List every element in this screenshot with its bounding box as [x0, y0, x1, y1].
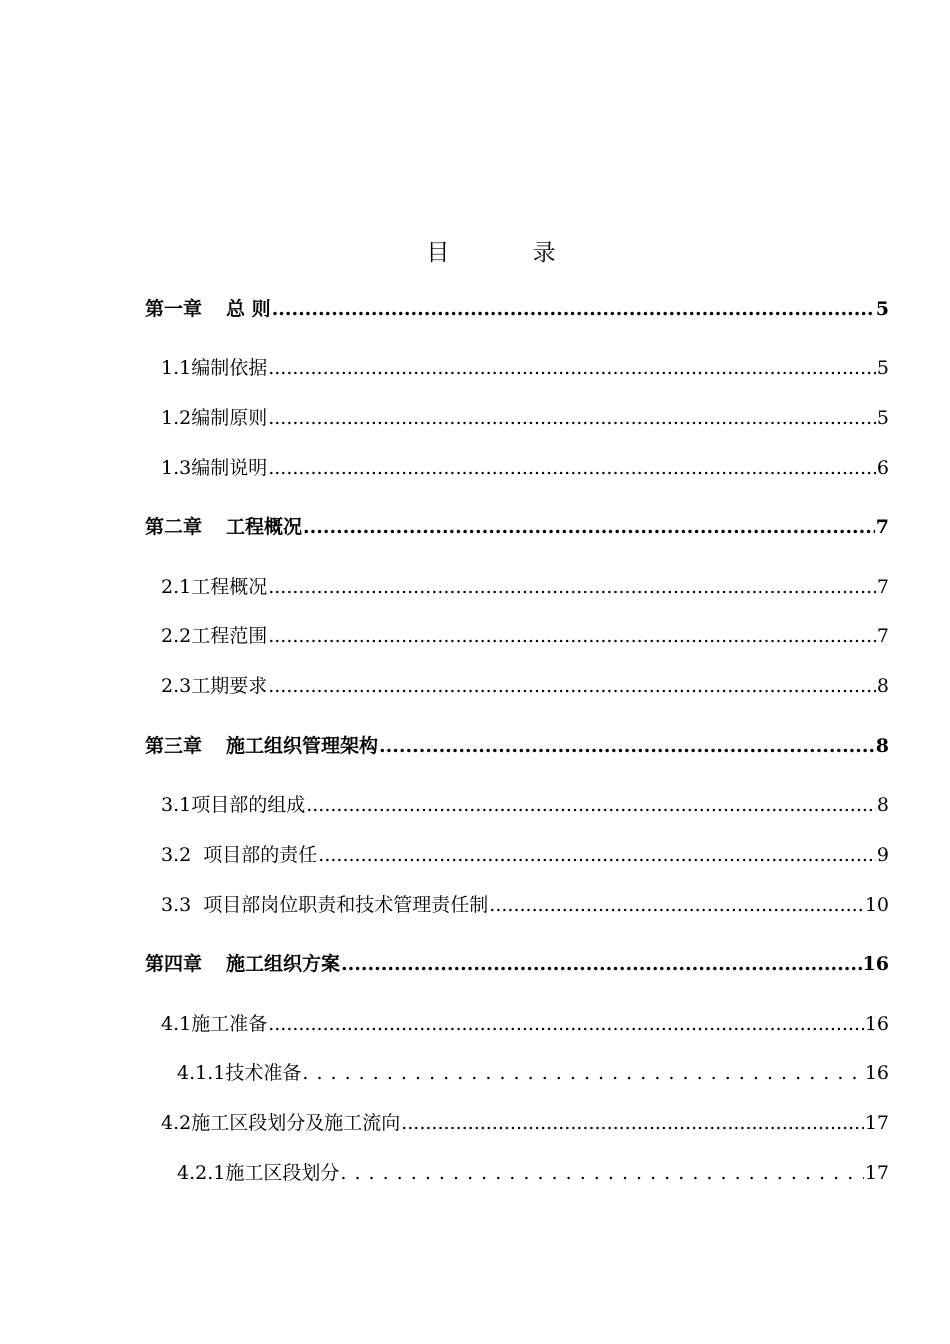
toc-entry-label: 1.3编制说明	[161, 457, 268, 479]
toc-dot-leader	[268, 403, 876, 433]
toc-subsection-entry[interactable]	[177, 1158, 889, 1188]
toc-dot-leader	[341, 949, 862, 979]
toc-entry-label: 4.2施工区段划分及施工流向	[161, 1112, 401, 1134]
toc-dot-leader	[268, 1009, 864, 1039]
toc-dot-leader	[303, 512, 875, 542]
toc-dot-leader	[272, 294, 875, 324]
toc-section-entry[interactable]	[161, 353, 889, 383]
toc-dot-leader	[340, 1158, 863, 1188]
toc-dot-leader	[268, 453, 876, 483]
toc-page-number: 9	[876, 844, 889, 866]
toc-entry-label: 第三章 施工组织管理架构	[145, 735, 379, 757]
toc-dot-leader	[318, 840, 876, 870]
toc-section-entry[interactable]	[161, 453, 889, 483]
toc-page-number: 8	[876, 675, 889, 697]
toc-page-number: 17	[864, 1162, 889, 1184]
toc-entry-label: 4.1.1技术准备	[177, 1062, 302, 1084]
toc-page-number: 6	[876, 457, 889, 479]
toc-entry-label: 3.2 项目部的责任	[161, 844, 318, 866]
toc-page-number: 16	[864, 1062, 889, 1084]
toc-page-number: 10	[864, 894, 889, 916]
toc-chapter-entry[interactable]	[145, 731, 889, 761]
toc-section-entry[interactable]	[161, 1108, 889, 1138]
toc-page-number: 7	[875, 516, 889, 538]
toc-page-number: 16	[862, 953, 889, 975]
toc-section-entry[interactable]	[161, 1009, 889, 1039]
toc-page-number: 5	[876, 407, 889, 429]
toc-chapter-entry[interactable]	[145, 294, 889, 324]
toc-dot-leader	[379, 731, 875, 761]
toc-page-number: 7	[876, 625, 889, 647]
toc-entry-label: 2.3工期要求	[161, 675, 268, 697]
toc-dot-leader	[306, 790, 876, 820]
toc-title: 目 录	[426, 240, 594, 266]
toc-page-number: 8	[876, 794, 889, 816]
toc-page-number: 5	[876, 357, 889, 379]
toc-entry-label: 3.3 项目部岗位职责和技术管理责任制	[161, 894, 489, 916]
toc-section-entry[interactable]	[161, 572, 889, 602]
toc-subsection-entry[interactable]	[177, 1058, 889, 1088]
toc-dot-leader	[268, 671, 876, 701]
toc-entry-label: 第四章 施工组织方案	[145, 953, 341, 975]
toc-section-entry[interactable]	[161, 840, 889, 870]
toc-dot-leader	[401, 1108, 864, 1138]
toc-dot-leader	[268, 621, 876, 651]
toc-dot-leader	[302, 1058, 863, 1088]
toc-dot-leader	[268, 353, 876, 383]
toc-entry-label: 2.1工程概况	[161, 576, 268, 598]
toc-page-number: 5	[875, 298, 889, 320]
toc-entry-label: 第一章 总 则	[145, 298, 271, 320]
toc-dot-leader	[268, 572, 876, 602]
toc-entry-label: 1.2编制原则	[161, 407, 268, 429]
toc-page-number: 7	[876, 576, 889, 598]
toc-section-entry[interactable]	[161, 671, 889, 701]
toc-chapter-entry[interactable]	[145, 512, 889, 542]
toc-section-entry[interactable]	[161, 790, 889, 820]
toc-page-number: 17	[864, 1112, 889, 1134]
toc-section-entry[interactable]	[161, 403, 889, 433]
toc-section-entry[interactable]	[161, 621, 889, 651]
toc-entry-label: 1.1编制依据	[161, 357, 268, 379]
toc-section-entry[interactable]	[161, 890, 889, 920]
toc-entry-label: 3.1项目部的组成	[161, 794, 306, 816]
toc-page-number: 16	[864, 1013, 889, 1035]
toc-entry-label: 4.1施工准备	[161, 1013, 268, 1035]
toc-chapter-entry[interactable]	[145, 949, 889, 979]
toc-entry-label: 2.2工程范围	[161, 625, 268, 647]
toc-dot-leader	[489, 890, 864, 920]
toc-page-number: 8	[875, 735, 889, 757]
toc-entry-label: 第二章 工程概况	[145, 516, 303, 538]
toc-entry-label: 4.2.1施工区段划分	[177, 1162, 340, 1184]
